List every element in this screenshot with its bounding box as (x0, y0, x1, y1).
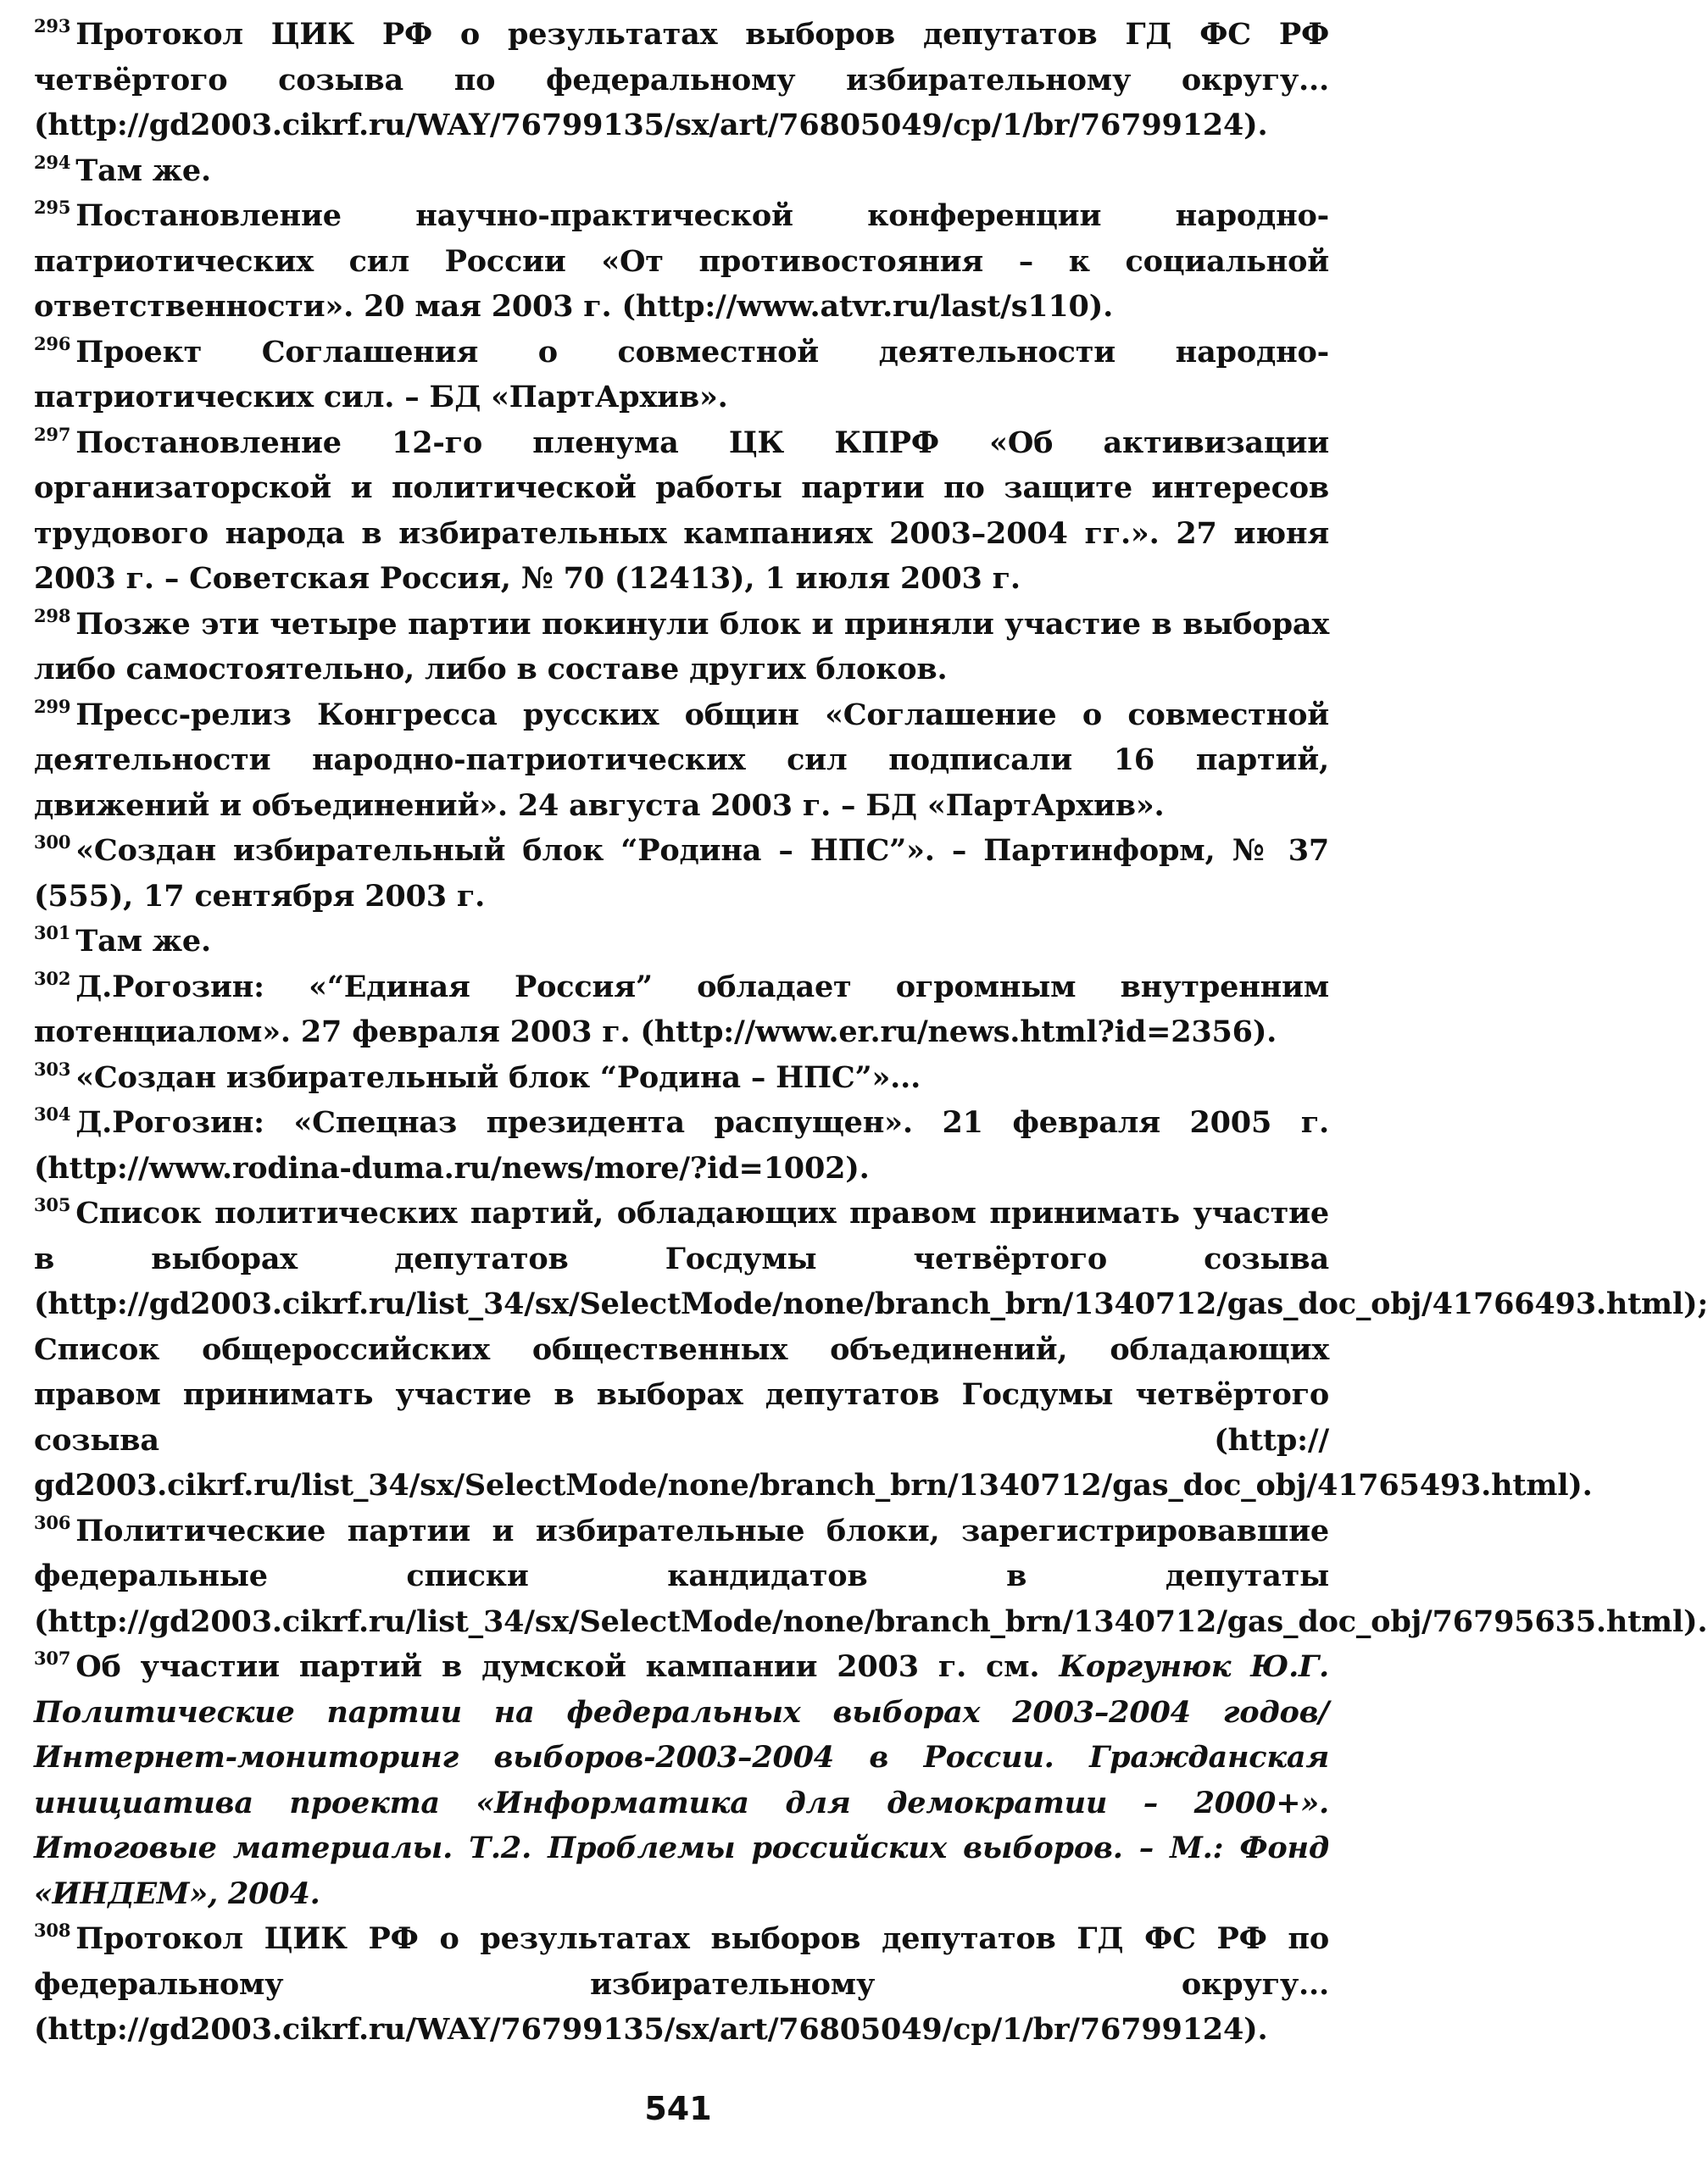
footnote-text: Список политических партий, обладающих правом принимать участие в выборах депутатов Госдумы четвёртого созыва (http://gd2003.cikrf.ru/list_34/sx/SelectMode/none/branch_brn/1340712/gas_doc_obj/41766493.html); Список общероссийских общественных объединений, обладающих правом принимать участие в выборах депутатов Госдумы четвёртого созыва (http:// gd2003.cikrf.ru/list_34/sx/SelectMode/none/branch_brn/1340712/gas_doc_obj/41765493.html). (34, 1196, 1708, 1503)
footnote-number: 293 (34, 15, 71, 36)
footnote-number: 297 (34, 423, 71, 445)
footnote-298 (34, 602, 1329, 692)
footnote-305 (34, 1191, 1708, 1509)
footnote-number: 305 (34, 1194, 71, 1215)
footnote-number: 296 (34, 332, 71, 354)
footnote-number: 300 (34, 831, 71, 853)
footnote-text: Об участии партий в думской кампании 2003 г. см. (75, 1649, 1060, 1684)
footnote-text: Там же. (75, 153, 211, 188)
footnote-number: 295 (34, 197, 71, 218)
footnote-number: 308 (34, 1920, 71, 1941)
footnote-number: 298 (34, 604, 71, 626)
footnote-text: Позже эти четыре партии покинули блок и приняли участие в выборах либо самостоятельно, либо в составе других блоков. (34, 606, 1329, 686)
footnote-text: Протокол ЦИК РФ о результатах выборов депутатов ГД ФС РФ по федеральному избирательному округу... (http://gd2003.cikrf.ru/WAY/76799135/sx/art/76805049/cp/1/br/76799124). (34, 1921, 1329, 2047)
footnote-number: 306 (34, 1511, 71, 1533)
footnote-number: 302 (34, 967, 71, 989)
footnote-text: «Создан избирательный блок “Родина – НПС”». – Партинформ, № 37 (555), 17 сентября 2003 г. (34, 833, 1329, 914)
footnote-text: Проект Соглашения о совместной деятельности народно-патриотических сил. – БД «ПартАрхив». (34, 334, 1329, 414)
footnote-text: Постановление научно-практической конференции народно-патриотических сил России «От противостояния – к социальной ответственности». 20 мая 2003 г. (http://www.atvr.ru/last/s110). (34, 198, 1329, 324)
footnote-295 (34, 193, 1329, 330)
footnote-301 (34, 919, 1329, 964)
footnote-text: Пресс-релиз Конгресса русских общин «Соглашение о совместной деятельности народно-патриотических сил подписали 16 партий, движений и объединений». 24 августа 2003 г. – БД «ПартАрхив». (34, 697, 1329, 823)
footnote-number: 299 (34, 695, 71, 717)
footnote-text: «Создан избирательный блок “Родина – НПС”»... (75, 1059, 921, 1095)
footnote-text: Д.Рогозин: «Спецназ президента распущен». 21 февраля 2005 г. (http://www.rodina-duma.ru/news/more/?id=1002). (34, 1105, 1329, 1186)
footnote-307 (34, 1644, 1329, 1916)
footnote-300 (34, 828, 1329, 919)
footnote-302 (34, 964, 1329, 1055)
footnote-number: 301 (34, 922, 71, 943)
footnote-308 (34, 1916, 1329, 2053)
footnote-text: Там же. (75, 924, 211, 959)
footnote-294 (34, 148, 1329, 194)
footnote-number: 307 (34, 1648, 71, 1669)
footnote-296 (34, 330, 1329, 420)
footnote-text: Д.Рогозин: «“Единая Россия” обладает огромным внутренним потенциалом». 27 февраля 2003 г. (http://www.er.ru/news.html?id=2356). (34, 969, 1329, 1049)
page-number: 541 (644, 2090, 712, 2127)
footnote-text: Протокол ЦИК РФ о результатах выборов депутатов ГД ФС РФ четвёртого созыва по федеральному избирательному округу... (http://gd2003.cikrf.ru/WAY/76799135/sx/art/76805049/cp/1/br/76799124). (34, 17, 1329, 142)
footnote-number: 303 (34, 1058, 71, 1080)
footnote-text: Политические партии и избирательные блоки, зарегистрировавшие федеральные списки кандидатов в депутаты (http://gd2003.cikrf.ru/list_34/sx/SelectMode/none/branch_brn/1340712/gas_doc_obj/76795635.html). (34, 1513, 1708, 1639)
footnote-306 (34, 1509, 1708, 1645)
footnote-297 (34, 420, 1329, 602)
footnote-text: Постановление 12-го пленума ЦК КПРФ «Об активизации организаторской и политической работы партии по защите интересов трудового народа в избирательных кампаниях 2003–2004 гг.». 27 июня 2003 г. – Советская Россия, № 70 (12413), 1 июля 2003 г. (34, 425, 1329, 596)
footnote-italic-citation: Коргунюк Ю.Г. Политические партии на федеральных выборах 2003–2004 годов/Интернет-мониторинг выборов-2003–2004 в России. Гражданская инициатива проекта «Информатика для демократии – 2000+». Итоговые материалы. Т.2. Проблемы российских выборов. – М.: Фонд «ИНДЕМ», 2004. (34, 1649, 1330, 1911)
footnotes-block (34, 12, 1708, 2053)
footnote-299 (34, 692, 1329, 829)
footnote-number: 294 (34, 151, 71, 173)
footnote-304 (34, 1100, 1329, 1191)
footnote-number: 304 (34, 1103, 71, 1125)
footnote-303 (34, 1055, 1329, 1101)
footnote-293 (34, 12, 1329, 148)
